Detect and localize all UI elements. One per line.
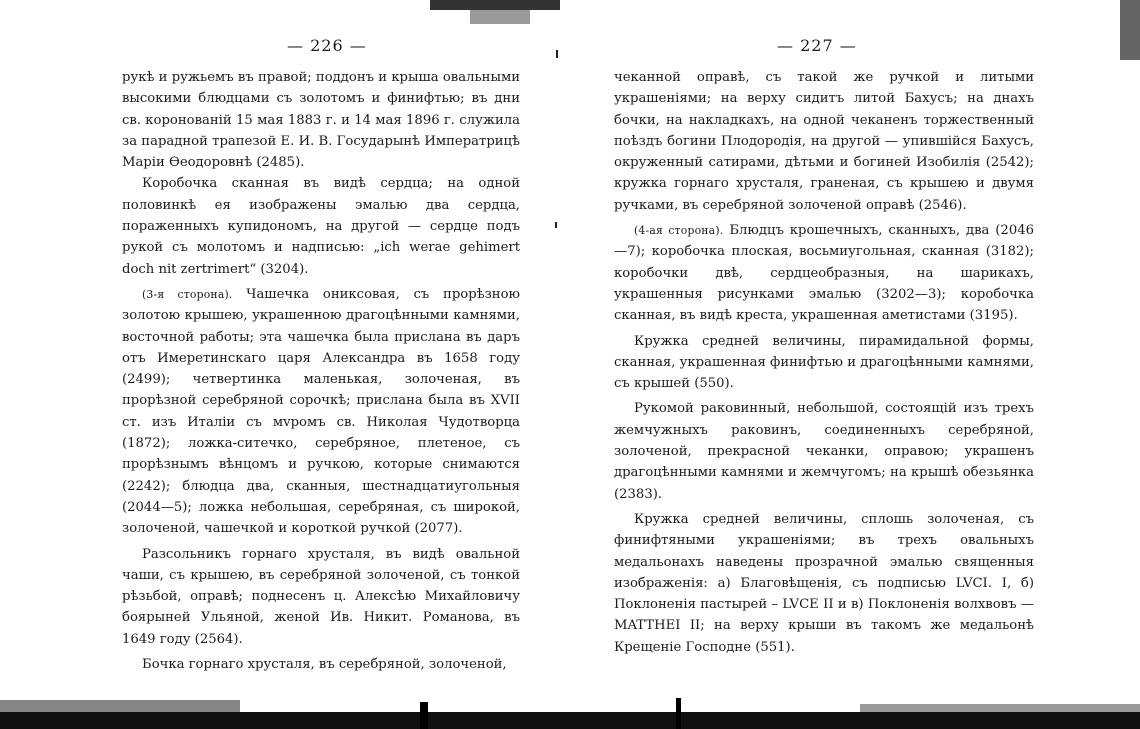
right-paragraph-3 [614,331,1034,395]
side-section-label: (3-я сторона). [142,287,233,301]
paragraph-text: Кружка средней величины, пирамидальной формы, сканная, украшенная финифтью и драгоцѣнными камнями, съ крышей (550). [614,333,1034,392]
paragraph-text: рукѣ и ружьемъ въ правой; поддонъ и крыша овальными высокими блюдцами съ золотомъ и финифтью; въ дни св. коронованій 15 мая 1883 г. и 14 мая 1896 г. служила за парадной трапезой Е. И. В. Государынѣ Императрицѣ Маріи Ѳеодоровнѣ (2485). [122,70,520,171]
paragraph-text: Чашечка ониксовая, съ прорѣзною золотою крышею, украшенною драгоцѣнными камнями, восточной работы; эта чашечка была прислана въ даръ отъ Имеретинскаго царя Александра въ 1658 году (2499); четвертинка маленькая, золоченая, въ прорѣзной серебряной сорочкѣ; прислана была въ XVII ст. изъ Италіи съ мvромъ св. Николая Чудотворца (1872); ложка-ситечко, серебряное, плетеное, съ прорѣзнымъ вѣнцомъ и ручкою, которые снимаются (2242); блюдца два, сканныя, шестнадцатиугольныя (2044—5); ложка небольшая, серебряная, съ широкой, золоченой, чашечкой и короткой ручкой (2077). [122,286,520,537]
left-paragraph-5 [122,654,520,675]
left-paragraph-4 [122,544,520,650]
side-section-label: (4-ая сторона). [634,224,724,238]
paragraph-text: Блюдцъ крошечныхъ, сканныхъ, два (2046—7); коробочка плоская, восьмиугольная, сканная (3182); коробочки двѣ, сердцеобразныя, на шарикахъ, украшенныя рисунками эмалью (3202—3); коробочка сканная, въ видѣ креста, украшенная аметистами (3195). [614,223,1034,324]
left-page-number: — 226 — [287,36,367,55]
right-page-number: — 227 — [777,36,857,55]
left-paragraph-3 [122,284,520,540]
left-page-body [122,67,520,675]
paragraph-text: Кружка средней величины, сплошь золоченая, съ финифтяными украшеніями; въ трехъ овальныхъ медальонахъ наведены прозрачной эмалью священныя изображенія: а) Благовѣщенія, съ подписью LVCI. I, б) Поклоненія пастырей – LVCE II и в) Поклоненія волхвовъ — MATTHEI II; на верху крыши въ такомъ же медальонѣ Крещеніе Господне (551). [614,511,1034,655]
paragraph-text: Коробочка сканная въ видѣ сердца; на одной половинкѣ ея изображены эмалью два сердца, пораженныхъ купидономъ, на другой — сердце подъ рукой съ молотомъ и надписью: „ich werae gehimert doch nit zertrimert“ (3204). [122,176,520,277]
paragraph-text: Рукомой раковинный, небольшой, состоящій изъ трехъ жемчужныхъ раковинъ, соединенныхъ серебряной, золоченой, прекрасной чеканки, оправою; украшенъ драгоцѣнными камнями и жемчугомъ; на крышѣ обезьянка (2383). [614,401,1034,502]
paragraph-text: Бочка горнаго хрусталя, въ серебряной, золоченой, [142,657,507,673]
right-paragraph-5 [614,509,1034,658]
paragraph-text: Разсольникъ горнаго хрусталя, въ видѣ овальной чаши, съ крышею, въ серебряной золоченой, съ тонкой рѣзьбой, оправѣ; поднесенъ ц. Алексѣю Михайловичу боярыней Ульяной, женой Ив. Никит. Романова, въ 1649 году (2564). [122,546,520,647]
left-paragraph-1 [122,67,520,173]
right-page [570,0,1140,729]
right-paragraph-2 [614,220,1034,326]
paragraph-text: чеканной оправѣ, съ такой же ручкой и литыми украшеніями; на верху сидитъ литой Бахусъ; на днахъ бочки, на накладкахъ, на одной чеканенъ торжественный поѣздъ богини Плодородія, на другой — упившійся Бахусъ, окруженный сатирами, дѣтьми и богиней Изобилія (2542); кружка горнаго хрусталя, граненая, съ крышею и двумя ручками, въ серебряной золоченой оправѣ (2546). [614,70,1034,213]
right-paragraph-1 [614,67,1034,216]
right-page-body [614,67,1034,658]
left-paragraph-2 [122,173,520,279]
right-paragraph-4 [614,398,1034,504]
